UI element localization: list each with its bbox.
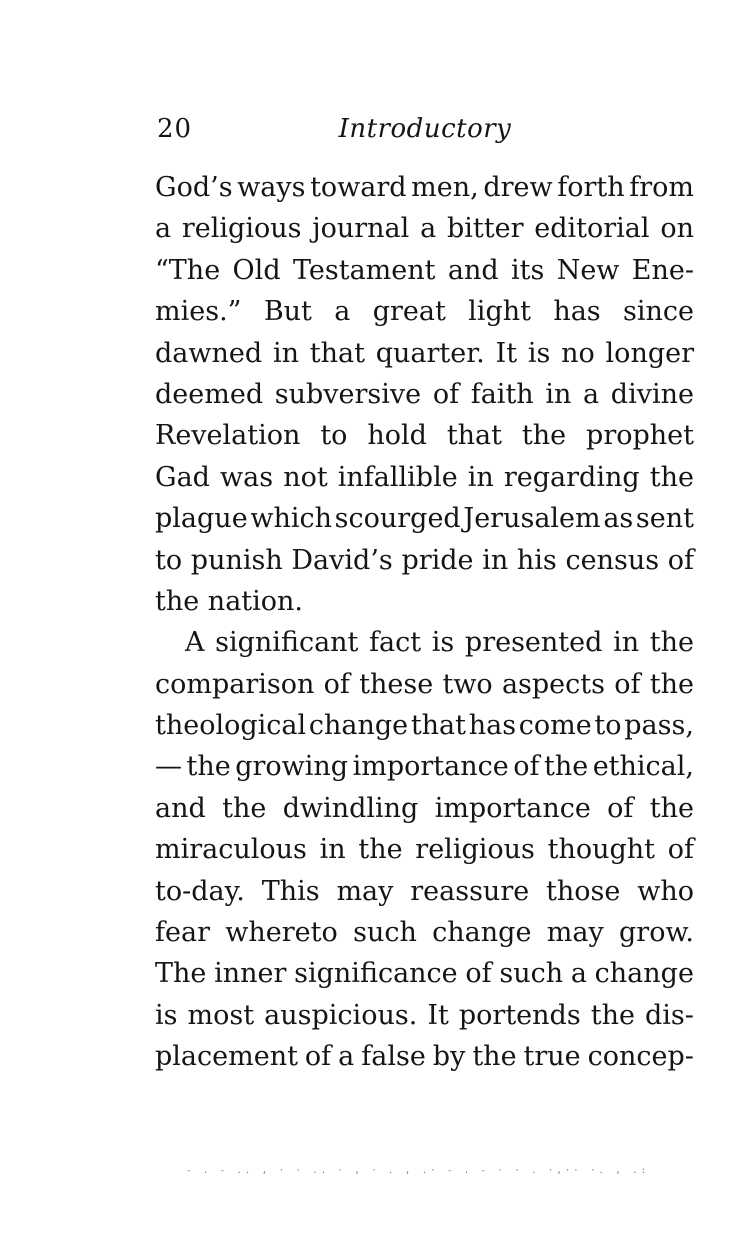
text-line: and the dwindling importance of the xyxy=(155,792,694,824)
page-number: 20 xyxy=(157,114,193,144)
text-line: God’s ways toward men, drew forth from xyxy=(155,172,694,203)
text-line: deemed subversive of faith in a divine xyxy=(155,378,694,410)
page-body xyxy=(155,167,694,1078)
text-line: Revelation to hold that the prophet xyxy=(155,420,694,452)
text-line: mies.” But a great light has since xyxy=(155,296,694,328)
page-header xyxy=(155,114,695,148)
text-line: “The Old Testament and its New Ene- xyxy=(155,254,694,286)
text-line: is most auspicious. It portends the dis- xyxy=(155,999,694,1031)
text-line: theological change that has come to pass, xyxy=(155,710,694,742)
text-line: comparison of these two aspects of the xyxy=(155,668,694,700)
running-header: Introductory xyxy=(338,114,512,144)
text-line: placement of a false by the true concep- xyxy=(155,1041,694,1073)
text-line: a religious journal a bitter editorial on xyxy=(155,213,694,245)
text-line: The inner significance of such a change xyxy=(155,958,694,990)
text-line: to-day. This may reassure those who xyxy=(155,875,694,907)
text-line: to punish David’s pride in his census of xyxy=(155,544,694,576)
text-line: the nation. xyxy=(155,585,303,617)
text-line: A significant fact is presented in the xyxy=(185,627,694,659)
text-line: — the growing importance of the ethical, xyxy=(155,751,694,783)
text-line: Gad was not infallible in regarding the xyxy=(155,461,694,493)
text-line: fear whereto such change may grow. xyxy=(155,917,694,949)
text-line: miraculous in the religious thought of xyxy=(155,834,694,866)
text-line: dawned in that quarter. It is no longer xyxy=(155,337,694,369)
text-line: plague which scourged Jerusalem as sent xyxy=(155,503,694,535)
page-bleed-artifact: - . - .. , · · .. · , · . , .· - . - · · . ·,·· ·. , .: xyxy=(186,1166,650,1176)
